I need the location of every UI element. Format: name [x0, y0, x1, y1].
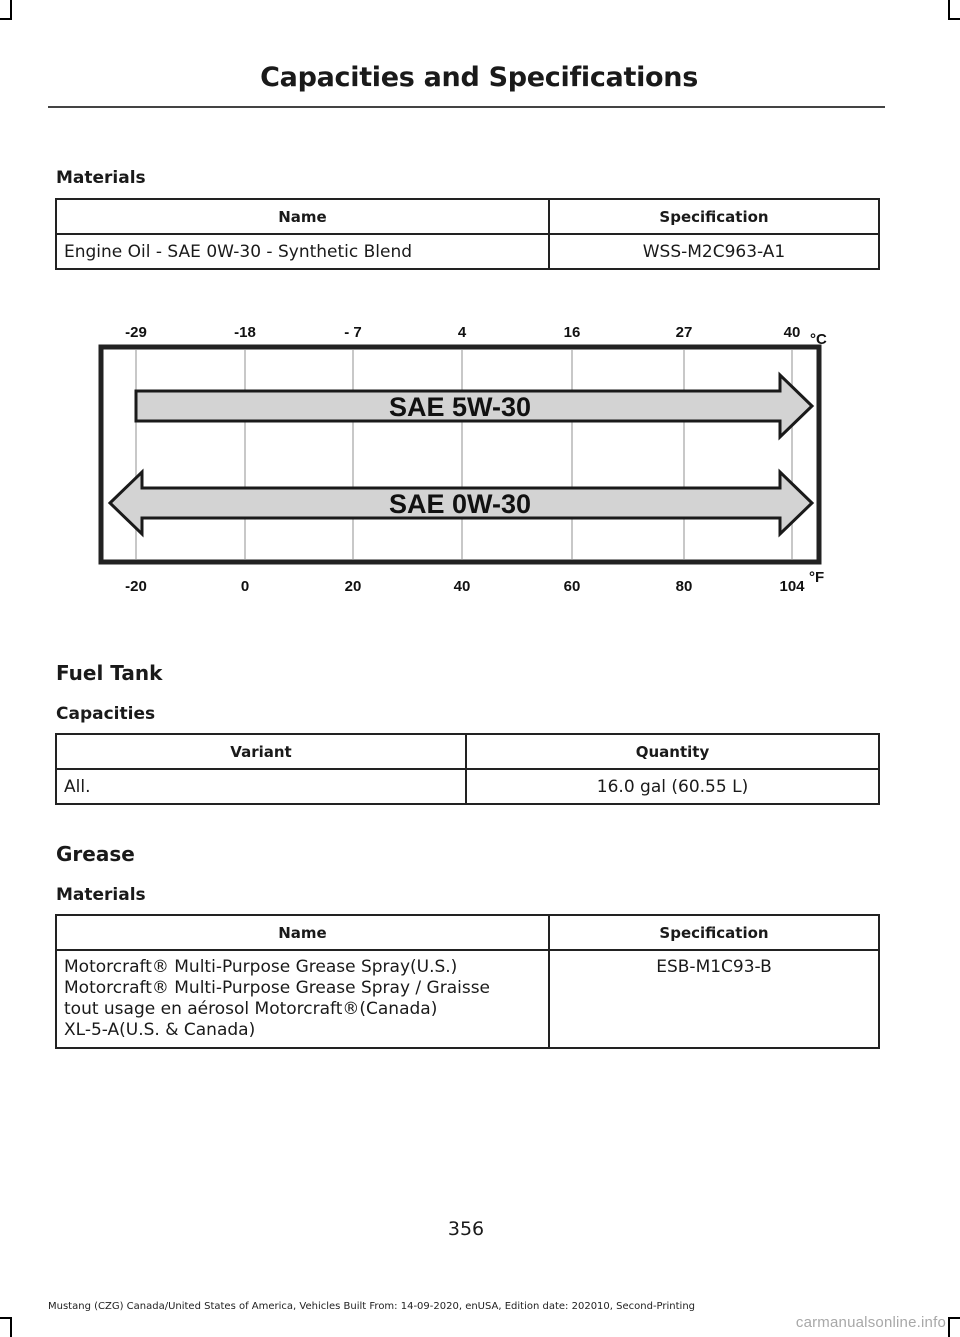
column-header-specification: Specification	[549, 199, 879, 234]
celsius-tick-label: -18	[234, 324, 256, 341]
chart-frame	[101, 347, 819, 562]
footer-publication-info: Mustang (CZG) Canada/United States of America, Vehicles Built From: 14-09-2020, enUSA, Edition date: 202010, Second-Printing	[48, 1301, 696, 1312]
fuel-tank-heading: Fuel Tank	[56, 661, 163, 685]
fahrenheit-tick-label: 40	[453, 578, 471, 595]
quantity-cell: 16.0 gal (60.55 L)	[466, 769, 879, 804]
fahrenheit-tick-label: 60	[563, 578, 581, 595]
crop-mark	[0, 1317, 12, 1319]
crop-mark	[10, 1317, 12, 1337]
page-title: Capacities and Specifications	[260, 62, 698, 93]
fahrenheit-tick-label: 80	[675, 578, 693, 595]
table-row	[56, 950, 879, 1048]
celsius-tick-label: 40	[783, 324, 801, 341]
engine-oil-materials-heading: Materials	[56, 168, 146, 188]
grease-name-line: tout usage en aérosol Motorcraft®(Canada)	[64, 999, 438, 1019]
fahrenheit-tick-label: 20	[344, 578, 362, 595]
viscosity-grade-label: SAE 5W-30	[388, 392, 532, 422]
watermark: carmanualsonline.info	[795, 1314, 946, 1331]
column-header-name: Name	[56, 915, 549, 950]
page-number: 356	[447, 1218, 485, 1240]
column-header-name: Name	[56, 199, 549, 234]
table-header-row	[56, 915, 879, 950]
oil-viscosity-temperature-chart	[96, 316, 836, 602]
crop-mark	[10, 0, 12, 20]
grease-name-line: XL-5-A(U.S. & Canada)	[64, 1020, 256, 1040]
celsius-tick-label: 16	[563, 324, 581, 341]
table-header-row	[56, 734, 879, 769]
celsius-tick-label: -29	[125, 324, 147, 341]
column-header-quantity: Quantity	[466, 734, 879, 769]
title-divider	[48, 106, 885, 108]
oil-name-cell: Engine Oil - SAE 0W-30 - Synthetic Blend	[56, 234, 549, 269]
table-row	[56, 769, 879, 804]
column-header-specification: Specification	[549, 915, 879, 950]
celsius-unit-label: °C	[810, 331, 827, 348]
crop-mark	[948, 1317, 960, 1319]
viscosity-grade-label: SAE 0W-30	[388, 489, 532, 519]
celsius-tick-label: 27	[675, 324, 693, 341]
engine-oil-table	[55, 198, 880, 270]
grease-name-line: Motorcraft® Multi-Purpose Grease Spray(U.S.)	[64, 957, 458, 977]
fahrenheit-tick-label: 0	[240, 578, 250, 595]
grease-heading: Grease	[56, 842, 135, 866]
celsius-tick-label: 4	[457, 324, 467, 341]
crop-mark	[948, 18, 960, 20]
fuel-capacity-table	[55, 733, 880, 805]
crop-mark	[0, 18, 12, 20]
column-header-variant: Variant	[56, 734, 466, 769]
grease-materials-heading: Materials	[56, 885, 146, 905]
oil-spec-cell: WSS-M2C963-A1	[549, 234, 879, 269]
fuel-capacities-heading: Capacities	[56, 704, 156, 724]
table-header-row	[56, 199, 879, 234]
crop-mark	[948, 0, 950, 20]
grease-name-line: Motorcraft® Multi-Purpose Grease Spray / Graisse	[64, 978, 491, 998]
grease-spec-cell: ESB-M1C93-B	[549, 950, 879, 1048]
fahrenheit-tick-label: 104	[779, 578, 805, 595]
crop-mark	[948, 1317, 950, 1337]
table-row	[56, 234, 879, 269]
variant-cell: All.	[56, 769, 466, 804]
grease-name-cell	[56, 950, 549, 1048]
fahrenheit-unit-label: °F	[809, 569, 825, 586]
grease-table	[55, 914, 880, 1049]
celsius-tick-label: - 7	[344, 324, 362, 341]
fahrenheit-tick-label: -20	[125, 578, 147, 595]
